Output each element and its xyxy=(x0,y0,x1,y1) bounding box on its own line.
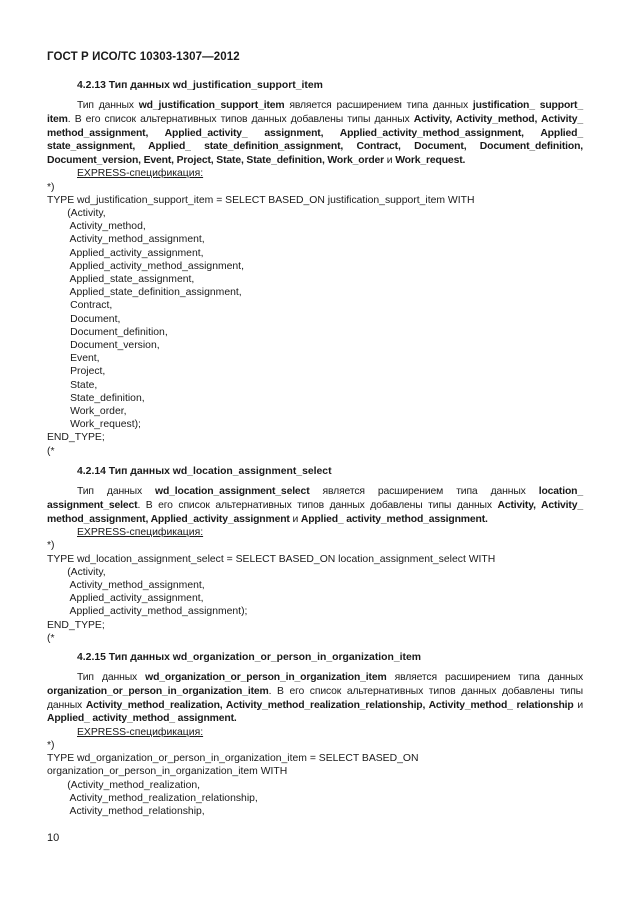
code-line: Activity_method_assignment, xyxy=(47,580,205,591)
bold-term: Applied_ activity_method_ assignment. xyxy=(47,713,237,725)
code-line: Activity_method_relationship, xyxy=(47,806,205,817)
text-run: является расширением типа данных xyxy=(284,100,473,112)
code-line: (* xyxy=(47,445,55,457)
bold-term: Activity_method_realization, Activity_method_realization_relationship, Activity_method_ relationship xyxy=(85,699,574,711)
section-4-2-14 xyxy=(47,465,583,645)
code-line: *) xyxy=(47,540,55,552)
code-line: *) xyxy=(47,739,55,751)
code-line: Applied_activity_method_assignment); xyxy=(47,606,248,618)
code-line: State_definition, xyxy=(47,392,145,404)
code-line: Work_request); xyxy=(47,419,141,431)
code-line: Activity_method, xyxy=(47,221,146,233)
text-run: и xyxy=(289,513,301,525)
code-line: Event, xyxy=(47,353,100,365)
code-line: Work_order, xyxy=(47,406,127,418)
code-line: Applied_state_assignment, xyxy=(47,274,195,285)
express-code xyxy=(47,739,583,818)
code-line: (Activity, xyxy=(47,207,106,219)
code-line: TYPE wd_organization_or_person_in_organization_item = SELECT BASED_ON xyxy=(47,753,419,765)
code-line: organization_or_person_in_organization_item WITH xyxy=(47,766,288,778)
bold-term: Applied_ activity_method_assignment. xyxy=(300,513,488,525)
text-run: . В его список альтернативных типов данных добавлены типы данных xyxy=(67,114,414,125)
code-line: Activity_method_realization_relationship, xyxy=(47,792,258,804)
code-line: Applied_state_definition_assignment, xyxy=(47,287,242,299)
text-run: Тип данных xyxy=(77,672,146,684)
code-line: *) xyxy=(47,181,55,193)
text-run: и xyxy=(384,154,396,166)
bold-term: Work_request. xyxy=(395,154,466,166)
code-line: Project, xyxy=(47,366,106,378)
text-run: Тип данных xyxy=(77,100,139,112)
code-line: Document_version, xyxy=(47,340,160,352)
section-heading: 4.2.15 Тип данных wd_organization_or_person_in_organization_item xyxy=(77,652,422,663)
bold-term: justification_ support_ item xyxy=(47,100,583,125)
code-line: (Activity_method_realization, xyxy=(47,779,201,791)
code-line: Document_definition, xyxy=(47,326,168,338)
section-paragraph xyxy=(47,99,583,167)
section-heading: 4.2.13 Тип данных wd_justification_support_item xyxy=(77,80,323,91)
document-header: ГОСТ Р ИСО/ТС 10303-1307—2012 xyxy=(47,51,240,63)
express-label: EXPRESS-спецификация: xyxy=(77,726,204,738)
bold-term: wd_justification_support_item xyxy=(138,100,285,112)
code-line: Applied_activity_assignment, xyxy=(47,593,204,605)
code-line: Applied_activity_assignment, xyxy=(47,247,204,259)
text-run: . В его список альтернативных типов данных добавлены типы данных xyxy=(137,500,498,511)
code-line: TYPE wd_location_assignment_select = SELECT BASED_ON location_assignment_select WITH xyxy=(47,553,496,565)
code-line: (* xyxy=(47,632,55,644)
code-line: (Activity, xyxy=(47,566,106,578)
section-heading: 4.2.14 Тип данных wd_location_assignment_select xyxy=(77,466,332,477)
bold-term: organization_or_person_in_organization_item xyxy=(47,686,269,697)
bold-term: wd_organization_or_person_in_organization_item xyxy=(145,672,387,684)
text-run: Тип данных xyxy=(77,486,156,498)
code-line: TYPE wd_justification_support_item = SELECT BASED_ON justification_support_item WITH xyxy=(47,194,475,206)
express-code xyxy=(47,181,583,458)
code-line: State, xyxy=(47,379,98,391)
code-line: Applied_activity_method_assignment, xyxy=(47,260,244,272)
section-4-2-15 xyxy=(47,651,583,818)
code-line: Document, xyxy=(47,313,121,325)
express-code xyxy=(47,539,583,645)
bold-term: location_ assignment_select xyxy=(47,486,583,511)
bold-term: Activity, Activity_method, Activity_ method_assignment, Applied_activity_ assignment, Applied_activity_method_assignment, Applied_ state_assignment, Applied_ state_definition_assignment, Contract, Document, Document_definition, Document_version, Event, Project, State, State_definition, Work_order xyxy=(47,114,583,166)
text-run: и xyxy=(573,699,583,711)
bold-term: wd_location_assignment_select xyxy=(155,486,310,498)
section-4-2-13 xyxy=(47,79,583,458)
text-run: является расширением типа данных xyxy=(386,672,583,684)
section-paragraph xyxy=(47,671,583,725)
code-line: Activity_method_assignment, xyxy=(47,234,205,246)
code-line: END_TYPE; xyxy=(47,619,105,631)
express-label: EXPRESS-спецификация: xyxy=(77,168,204,180)
section-paragraph xyxy=(47,485,583,526)
code-line: END_TYPE; xyxy=(47,432,105,444)
text-run: . В его список альтернативных типов данных добавлены типы данных xyxy=(47,686,583,711)
page-number: 10 xyxy=(47,832,60,844)
code-line: Contract, xyxy=(47,300,113,312)
text-run: является расширением типа данных xyxy=(309,486,539,498)
express-label: EXPRESS-спецификация: xyxy=(77,527,204,539)
bold-term: Activity, Activity_ method_assignment, Applied_activity_assignment xyxy=(47,500,583,525)
